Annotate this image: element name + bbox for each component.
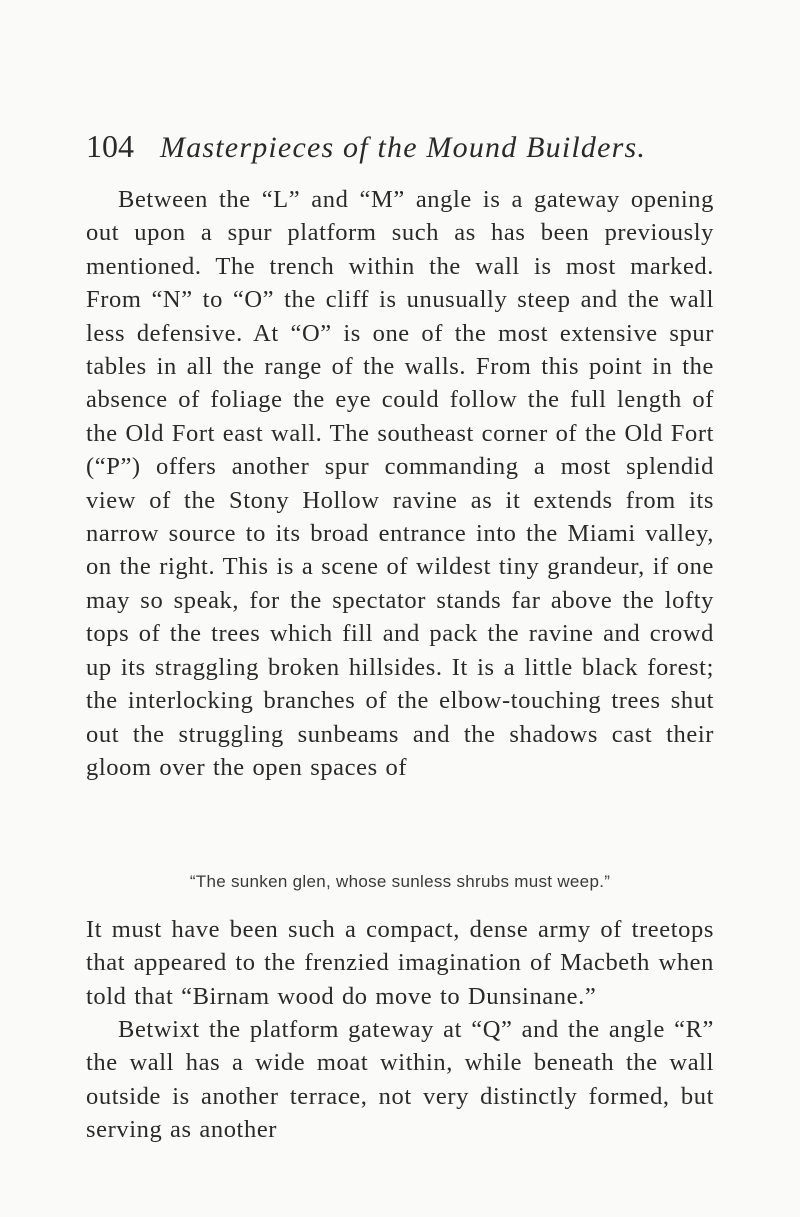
page-number: 104 <box>86 128 134 164</box>
paragraph-macbeth: It must have been such a compact, dense army of treetops that appeared to the frenzied imagination of Macbeth when told that “Birnam wood do move to Dunsinane.” <box>86 916 714 1010</box>
running-head <box>86 128 726 168</box>
poetry-quotation: “The sunken glen, whose sunless shrubs must weep.” <box>189 872 611 891</box>
paragraph-stony-hollow: Between the “L” and “M” angle is a gateway opening out upon a spur platform such as has been previously mentioned. The trench within the wall is most marked. From “N” to “O” the cliff is unusually steep and the wall less defensive. At “O” is one of the most extensive spur tables in all the range of the walls. From this point in the absence of foliage the eye could follow the full length of the Old Fort east wall. The southeast corner of the Old Fort (“P”) offers another spur commanding a most splendid view of the Stony Hollow ravine as it extends from its narrow source to its broad entrance into the Miami valley, on the right. This is a scene of wildest tiny grandeur, if one may so speak, for the spectator stands far above the lofty tops of the trees which fill and pack the ravine and crowd up its straggling broken hillsides. It is a little black forest; the interlocking branches of the elbow-touching trees shut out the struggling sunbeams and the shadows cast their gloom over the open spaces of <box>86 186 714 781</box>
book-title: Masterpieces of the Mound Builders. <box>160 131 647 164</box>
paragraph-platform-gateway: Betwixt the platform gateway at “Q” and the angle “R” the wall has a wide moat within, while beneath the wall outside is another terrace, not very distinctly formed, but serving as another <box>86 1016 714 1144</box>
